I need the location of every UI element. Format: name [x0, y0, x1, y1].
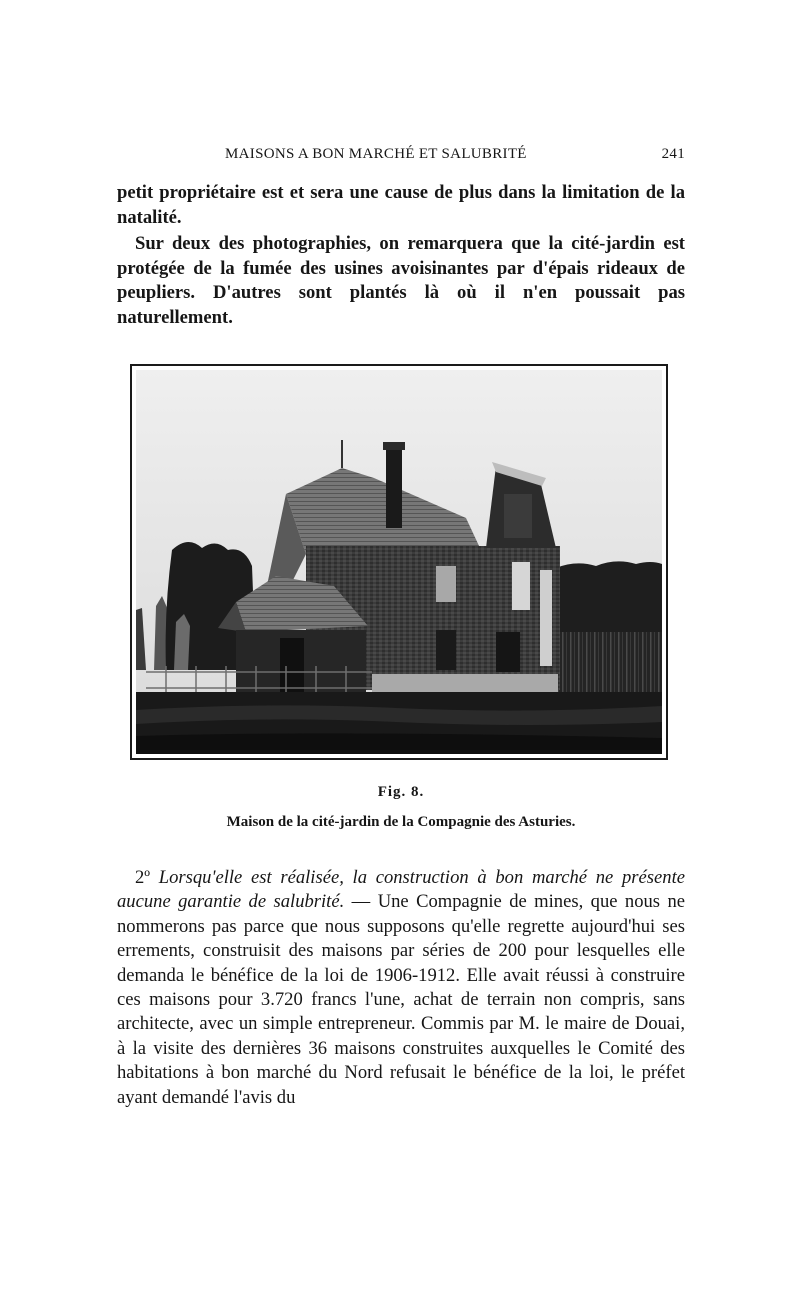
figure-label: Fig. 8.: [377, 784, 425, 800]
section-dash: —: [344, 891, 378, 913]
paragraph-photographs-text: Sur deux des photographies, on remarquera que la cité-jardin est protégée de la fumée des usines avoisinantes par d'épais rideaux de peupliers. D'autres sont plantés là où il n'en poussait pas naturellement.: [117, 233, 685, 328]
figure-frame: [130, 364, 668, 760]
running-title: MAISONS A BON MARCHÉ ET SALUBRITÉ: [225, 146, 527, 162]
page-number: 241: [661, 146, 685, 162]
paragraph-continuation: petit propriétaire est et sera une cause de plus dans la limitation de la natalité.: [117, 182, 685, 228]
section-heading: Lorsqu'elle est réalisée, la construction à bon marché ne présente aucune garantie de salubrité.: [117, 867, 685, 913]
section-paragraph: [117, 866, 685, 1110]
house-photograph: [136, 370, 662, 754]
paragraph-photographs: [117, 232, 685, 330]
section-number: 2º: [135, 867, 151, 888]
running-header: [117, 146, 685, 168]
section-text: Une Compagnie de mines, que nous ne nommerons pas parce que nous supposons qu'elle regrette aujourd'hui ses errements, construisit des maisons par séries de 200 pour lesquelles elle demanda le bénéfice de la loi de 1906-1912. Elle avait réussi à construire ces maisons pour 3.720 francs l'une, achat de terrain non compris, sans architecte, avec un simple entrepreneur. Commis par M. le maire de Douai, à la visite des dernières 36 maisons construites auxquelles le Comité des habitations à bon marché du Nord refusait le bénéfice de la loi, le préfet ayant demandé l'avis du: [117, 891, 685, 1108]
figure-caption: Maison de la cité-jardin de la Compagnie des Asturies.: [226, 814, 576, 830]
